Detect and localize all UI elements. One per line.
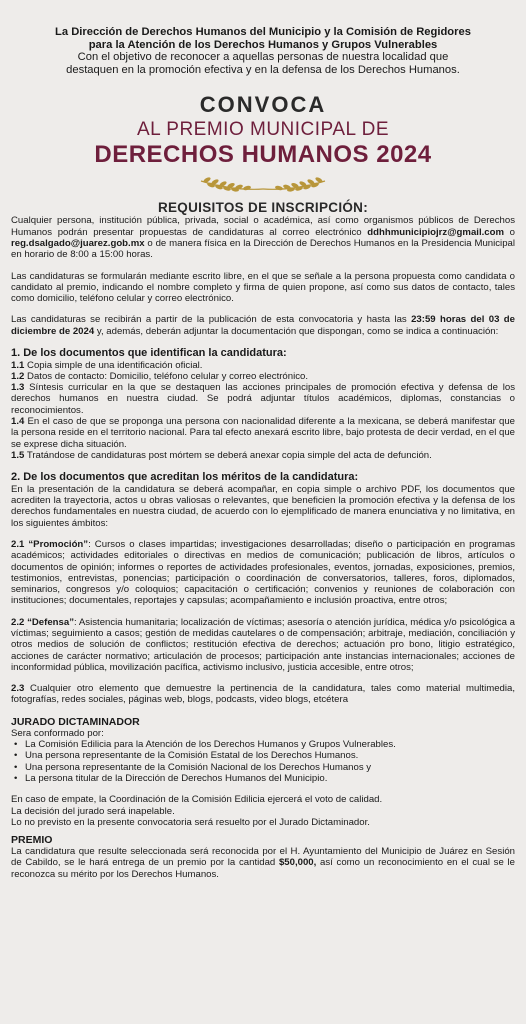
item-number: 1.3 [11,382,25,394]
deadline-date: 23:59 horas del 03 de diciembre de 2024 [11,314,516,337]
section-2-item-promocion [11,539,515,607]
item-label: 2.2 “Defensa” [11,616,75,628]
premio-amount: $50,000, [278,857,317,869]
section-1-item [11,450,515,461]
document-body [11,215,515,880]
requisitos-title: REQUISITOS DE INSCRIPCIÓN: [157,200,369,216]
requisitos-p1-text-a: Cualquier persona, institución pública, privada, social o académica, así como organismos públicos de Derechos Humanos podrán presentar propuestas de candidaturas al correo electrónico [11,215,515,238]
list-item: • La persona titular de la Dirección de Derechos Humanos del Municipio. [11,773,515,784]
item-number: 1.2 [11,370,25,382]
jurado-note: La decisión del jurado será inapelable. [11,805,175,817]
email-ddhh: ddhhmunicipiojrz@gmail.com [367,226,505,238]
item-label: 2.3 [11,683,25,695]
item-text: Datos de contacto: Domicilio, teléfono celular y correo electrónico. [24,370,309,382]
requisitos-paragraph-3 [11,314,515,337]
section-1-item [11,416,515,450]
list-item: • Una persona representante de la Comisión Nacional de los Derechos Humanos y [11,762,515,773]
requisitos-paragraph-1 [11,215,515,260]
laurel-icon [11,171,515,193]
header-block [11,26,515,76]
item-label: 2.1 “Promoción” [11,538,89,550]
requisitos-p3-text-b: y, además, deberán adjuntar la documentación que dispongan, como se indica a continuación: [94,325,499,337]
header-line-4: destaquen en la promoción efectiva y en la defensa de los Derechos Humanos. [66,63,460,76]
item-text: Síntesis curricular en la que se destaquen las acciones principales de promoción efectiva y defensa de los derechos humanos en nuestra ciudad. Se podrá adjuntar títulos académicos, diplomas, constancias o reconocimientos. [11,382,515,416]
item-text: Copia simple de una identificación oficial. [24,359,203,371]
jurado-list [11,739,515,784]
section-1-item [11,360,515,371]
requisitos-p1-text-b: o [504,226,515,238]
item-text: : Cursos o clases impartidas; investigaciones desarrolladas; diseño o participación en programas académicos; actividades editoriales o directivas en medios de comunicación; publicación de libros, artículos o documentos de opinión; informes o reportes de actividades profesionales, eventos, jornadas, exposiciones, premios, testimonios, entrevistas, ponencias; participación o coordinación de conversatorios, talleres, foros, diplomados, seminarios, congresos y/o coloquios; capacitación o certificación; convenios y reuniones de colaboración con instituciones; documentales, reportajes y capsulas; acompañamiento e inclusión proactiva, entre otros; [11,538,515,607]
item-number: 1.5 [11,449,25,461]
jurado-intro: Sera conformado por: [11,727,104,739]
section-1-item [11,382,515,416]
email-regidor: reg.dsalgado@juarez.gob.mx [11,237,145,249]
premio-text-a: La candidatura que resulte seleccionada será reconocida por el H. Ayuntamiento del Municipio de Juárez en Sesión de Cabildo, se le hará entrega de un premio por la cantidad [11,846,515,869]
item-text: Tratándose de candidaturas post mórtem se deberá anexar copia simple del acta de defunción. [24,449,432,461]
item-number: 1.4 [11,416,25,428]
premio-section-title: PREMIO [11,834,53,847]
jurado-note: Lo no previsto en la presente convocatoria será resuelto por el Jurado Dictaminador. [11,816,370,828]
section-2-item-defensa [11,617,515,673]
premio-text-b: así como un reconocimiento en el cual se le reconozca su mérito por los Derechos Humanos. [11,857,515,880]
header-line-1: La Dirección de Derechos Humanos del Municipio y la Comisión de Regidores [55,26,471,38]
item-number: 1.1 [11,359,25,371]
convoca-heading: CONVOCA [199,92,327,118]
jurado-title: JURADO DICTAMINADOR [11,715,140,728]
section-2-item-otros [11,683,515,706]
section-1-title: 1. De los documentos que identifican la candidatura: [11,347,287,360]
premio-title: DERECHOS HUMANOS 2024 [94,141,432,169]
requisitos-p1-text-c: o de manera física en la Dirección de Derechos Humanos en la Presidencia Municipal en horario de 8:00 a 15:00 horas. [11,237,515,261]
section-1-item [11,371,515,382]
requisitos-paragraph-2: Las candidaturas se formularán mediante escrito libre, en el que se señale a la persona propuesta como candidata o candidato al premio, indicando el nombre completo y firma de quien propone, así como sus datos de contacto, tales como domicilio, teléfono celular y correo electrónico. [11,270,515,305]
premio-text [11,846,515,880]
requisitos-p3-text-a: Las candidaturas se recibirán a partir de la publicación de esta convocatoria y hasta las [11,314,412,326]
header-line-3: Con el objetivo de reconocer a aquellas personas de nuestra localidad que [77,51,449,64]
section-2-title: 2. De los documentos que acreditan los méritos de la candidatura: [11,471,359,484]
jurado-note: En caso de empate, la Coordinación de la Comisión Edilicia ejercerá el voto de calidad. [11,794,383,806]
list-item: • La Comisión Edilicia para la Atención de los Derechos Humanos y Grupos Vulnerables. [11,739,515,750]
list-item: • Una persona representante de la Comisión Estatal de los Derechos Humanos. [11,750,515,761]
section-2-intro: En la presentación de la candidatura se deberá acompañar, en copia simple o archivo PDF, los documentos que acrediten la trayectoria, actos u obras valiosas o relevantes, que beneficien la promoción efectiva y la defensa de los derechos fundamentales en nuestra ciudad, de acuerdo con lo ejemplificado de manera enunciativa y no limitativa, en los siguientes ámbitos: [11,483,515,529]
item-text: Cualquier otro elemento que demuestre la pertinencia de la candidatura, tales como material multimedia, fotografías, redes sociales, páginas web, blogs, podcasts, video blogs, etcétera [11,683,515,706]
item-text: : Asistencia humanitaria; localización de víctimas; asesoría o atención jurídica, médica y/o psicológica a víctimas; seguimiento a casos; gestión de medidas cautelares o de compensación; arbitraje, mediación, conciliación y otros medios de solución de conflictos; restitución efectiva de derechos; actuación pro bono, litigio estratégico, acciones de carácter normativo; articulación de procesos; participación ante instancias internacionales; acciones de inconformidad pública, movilización pacífica, activismo inclusivo, justicia accesible, entre otros; [11,616,516,673]
item-text: En el caso de que se proponga una persona con nacionalidad diferente a la mexicana, se deberá manifestar que la persona reside en el territorio nacional. Para tal efecto anexará escrito libre, bajo protesta de decir verdad, en el que se exprese dicha situación. [11,416,515,450]
premio-subheading: AL PREMIO MUNICIPAL DE [136,119,390,141]
header-line-2: para la Atención de los Derechos Humanos y Grupos Vulnerables [88,38,438,51]
